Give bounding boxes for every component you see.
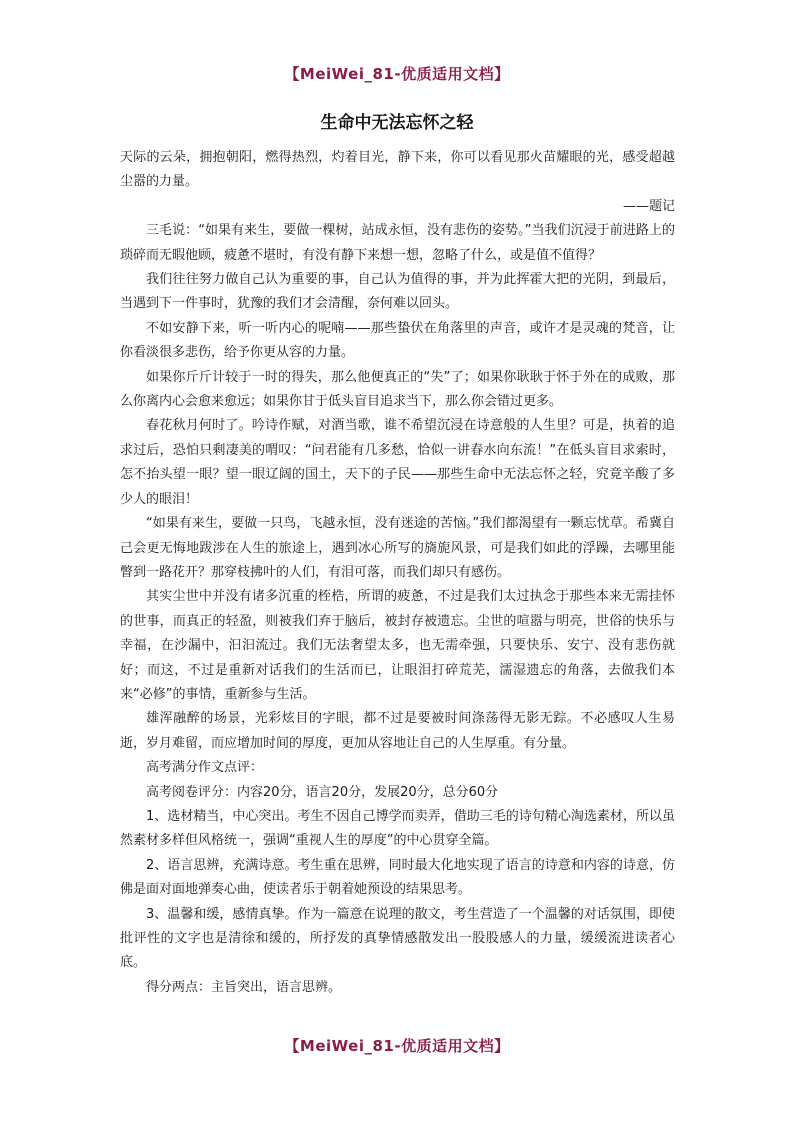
paragraph-1: 三毛说：“如果有来生，要做一棵树，站成永恒，没有悲伤的姿势。”当我们沉浸于前进路上的琐碎而无暇他顾，疲惫不堪时，有没有静下来想一想，忽略了什么，或是值不值得？ — [120, 223, 675, 263]
score-breakdown: 高考阅卷评分：内容20分，语言20分，发展20分，总分60分 — [146, 784, 499, 800]
page-header-banner: 【MeiWei_81-优质适用文档】 — [284, 65, 510, 83]
epigraph: 天际的云朵，拥抱朝阳，燃得热烈，灼着目光，静下来，你可以看见那火苗耀眼的光，感受超越尘嚣的力量。 — [120, 150, 675, 190]
paragraph-4: 如果你斤斤计较于一时的得失，那么他便真正的“失”了；如果你耿耿于怀于外在的成败，那么你离内心会愈来愈远；如果你甘于低头盲目追求当下，那么你会错过更多。 — [120, 369, 675, 410]
article-title: 生命中无法忘怀之轻 — [320, 113, 474, 133]
article-body — [120, 146, 675, 1000]
score-summary: 得分两点：主旨突出，语言思辨。 — [146, 979, 342, 995]
review-point-2: 2、语言思辨，充满诗意。考生重在思辨，同时最大化地实现了语言的诗意和内容的诗意，仿佛是面对面地弹奏心曲，使读者乐于朝着她预设的结果思考。 — [120, 857, 675, 898]
paragraph-5: 春花秋月何时了。吟诗作赋，对酒当歌，谁不希望沉浸在诗意般的人生里？可是，执着的追求过后，恐怕只剩凄美的喟叹：“问君能有几多愁，恰似一讲春水向东流！”在低头盲目求索时，怎不抬头望一眼？望一眼辽阔的国土，天下的子民——那些生命中无法忘怀之轻，究竟辛酸了多少人的眼泪！ — [120, 418, 675, 507]
page-footer-banner: 【MeiWei_81-优质适用文档】 — [284, 1037, 510, 1055]
paragraph-2: 我们往往努力做自己认为重要的事，自己认为值得的事，并为此挥霍大把的光阴，到最后，当遇到下一件事时，犹豫的我们才会清醒，奈何难以回头。 — [120, 272, 675, 312]
review-point-3: 3、温馨和缓，感情真挚。作为一篇意在说理的散文，考生营造了一个温馨的对话氛围，即使批评性的文字也是清徐和缓的，所抒发的真挚情感散发出一股股感人的力量，缓缓流进读者心底。 — [120, 906, 675, 971]
paragraph-6: “如果有来生，要做一只鸟，飞越永恒，没有迷途的苦恼。”我们都渴望有一颗忘忧草。希冀自己会更无悔地跋涉在人生的旅途上，遇到冰心所写的旖旎风景，可是我们如此的浮躁，去哪里能瞥到一路花开？那穿枝拂叶的人们，有泪可落，而我们却只有感伤。 — [120, 516, 675, 580]
paragraph-7: 其实尘世中并没有诸多沉重的桎梏，所谓的疲惫，不过是我们太过执念于那些本来无需挂怀的世事，而真正的轻盈，则被我们弃于脑后，被封存被遗忘。尘世的喧嚣与明亮，世俗的快乐与幸福，在沙漏中，汩汩流过。我们无法奢望太多，也无需牵强，只要快乐、安宁、没有悲伤就好；而这，不过是重新对话我们的生活而已，让眼泪打碎荒芜，濡湿遗忘的角落，去做我们本来“必修”的事情，重新参与生活。 — [120, 589, 675, 702]
review-point-1: 1、选材精当，中心突出。考生不因自己博学而卖弄，借助三毛的诗句精心淘选素材，所以虽然素材多样但风格统一，强调“重视人生的厚度”的中心贯穿全篇。 — [120, 808, 675, 849]
paragraph-3: 不如安静下来，听一听内心的呢喃——那些蛰伏在角落里的声音，或许才是灵魂的梵音，让你看淡很多悲伤，给予你更从容的力量。 — [120, 320, 675, 361]
review-heading: 高考满分作文点评： — [146, 760, 264, 776]
epigraph-note: ——题记 — [622, 198, 675, 214]
paragraph-8: 雄浑融醉的场景，光彩炫目的字眼，都不过是要被时间涤荡得无影无踪。不必感叹人生易逝，岁月难留，而应增加时间的厚度，更加从容地让自己的人生厚重。有分量。 — [120, 711, 675, 751]
